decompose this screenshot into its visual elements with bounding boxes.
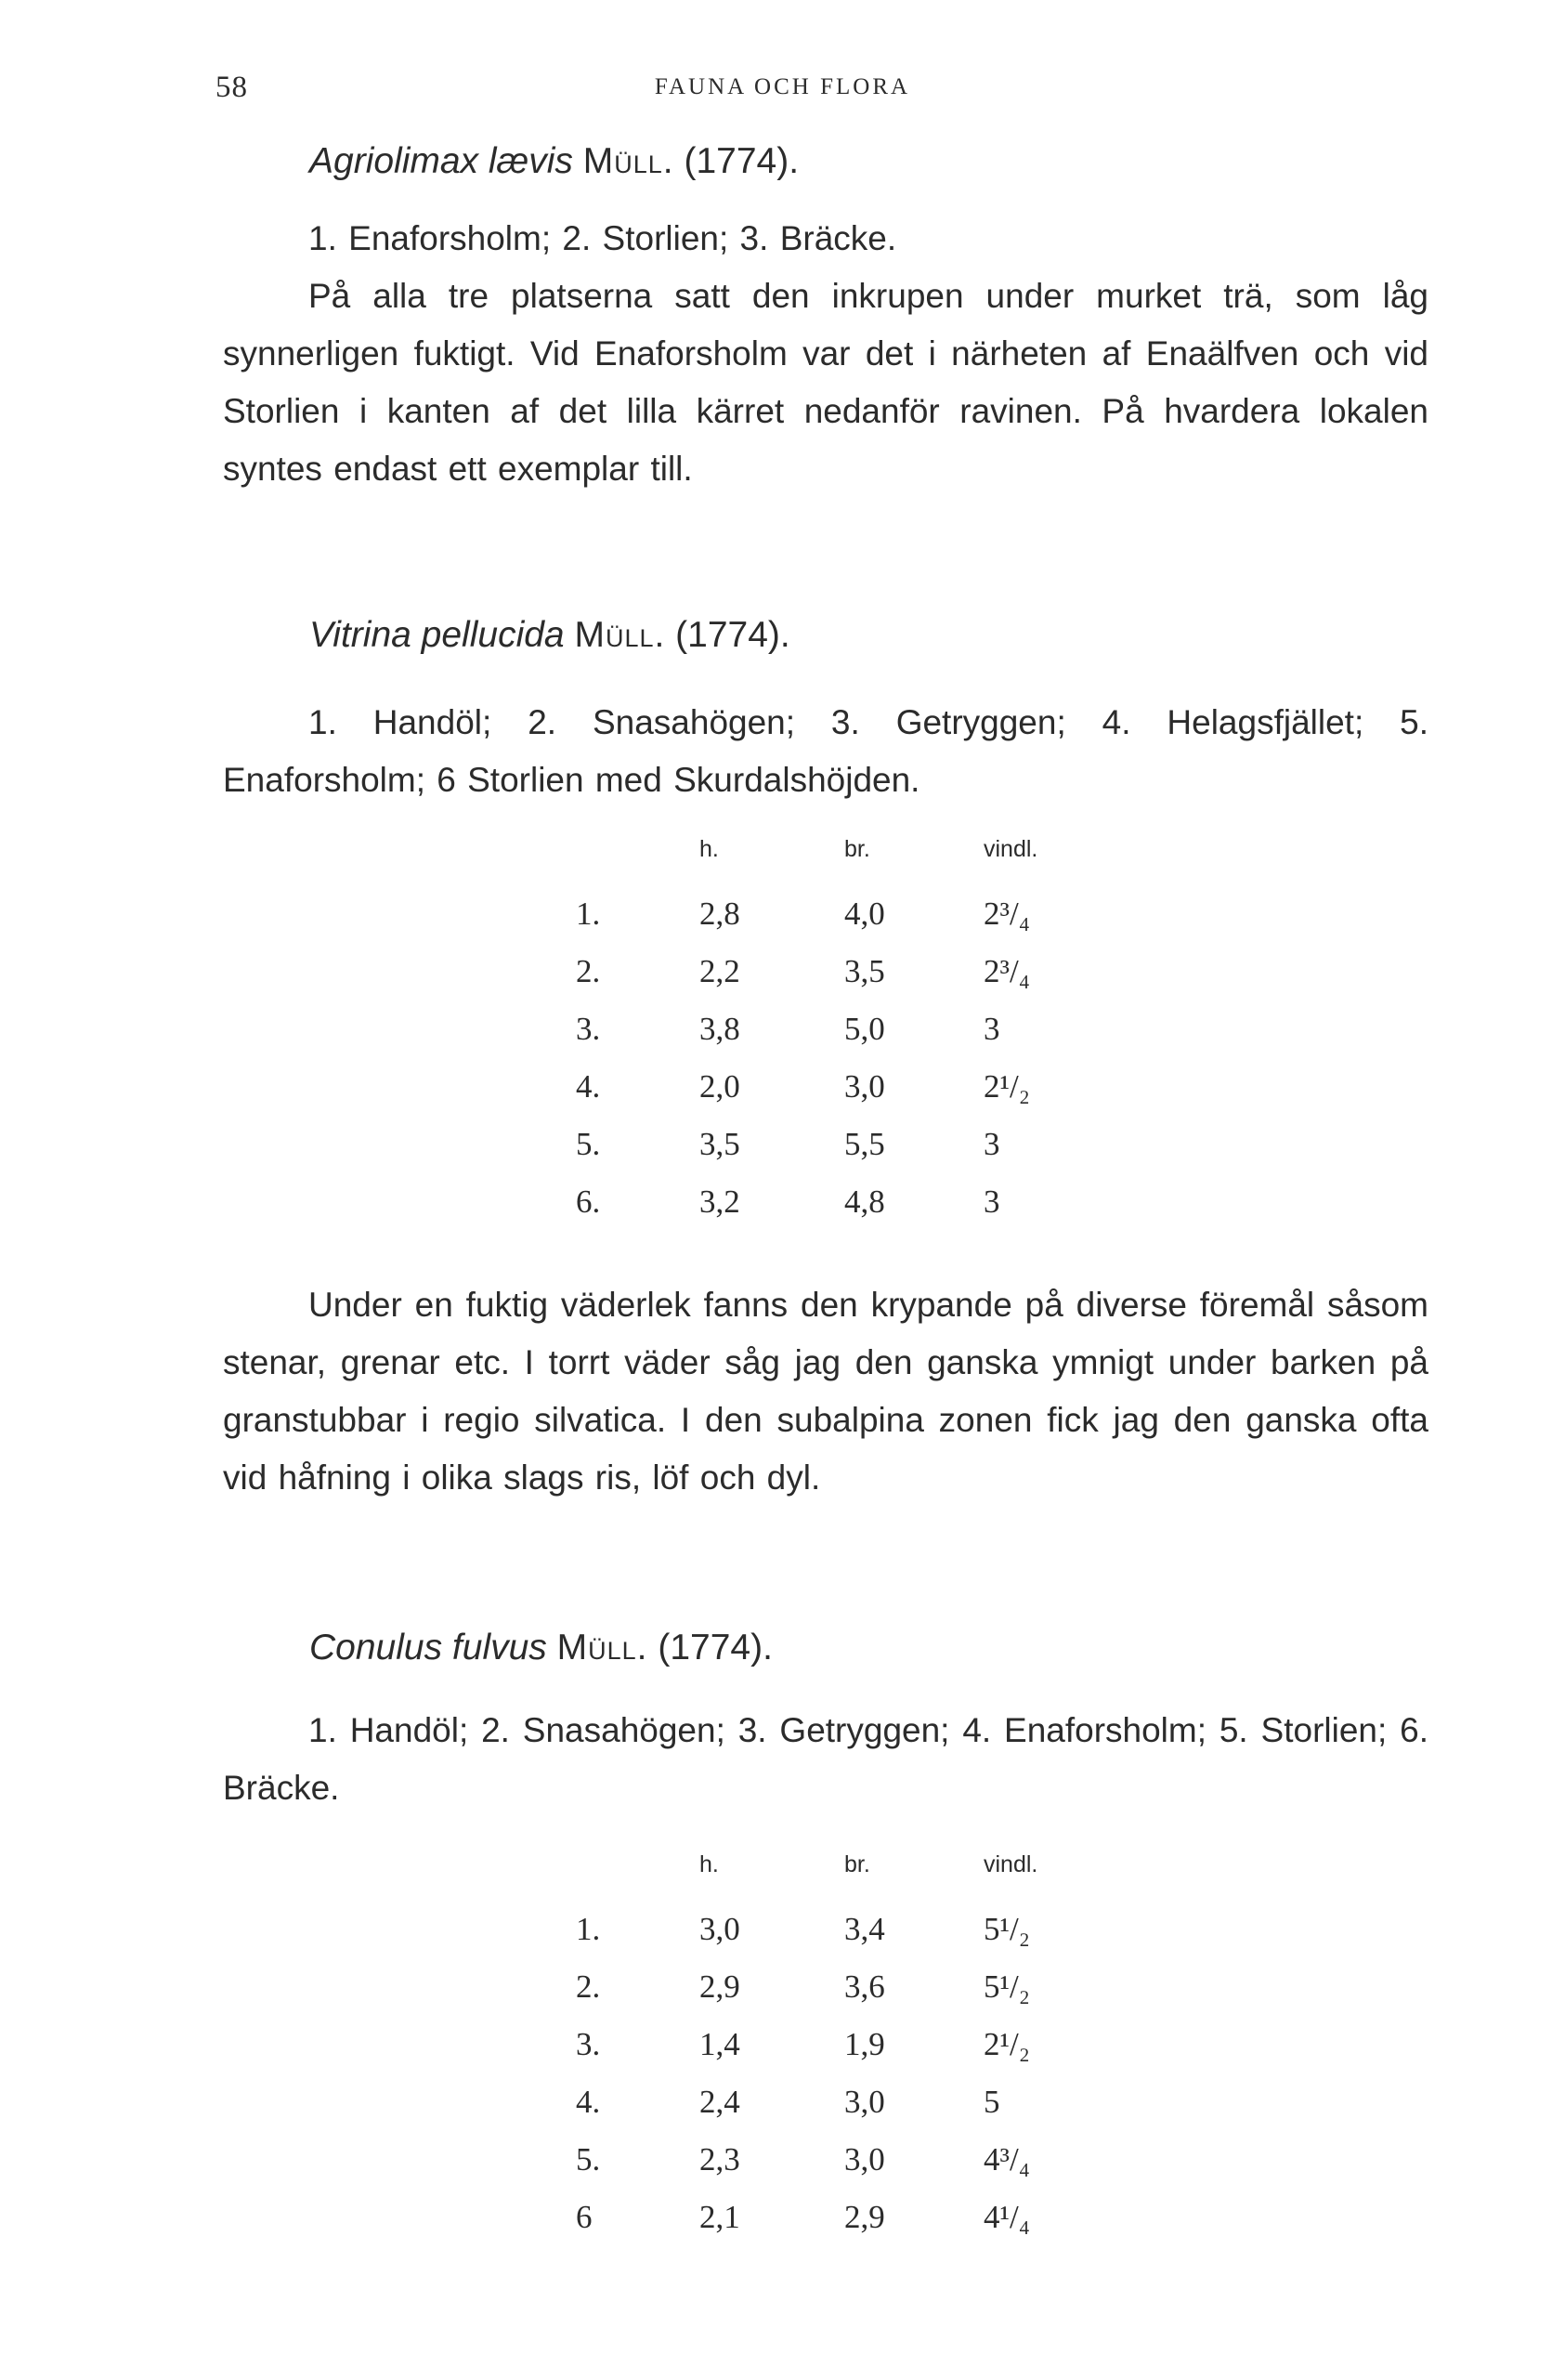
table-row <box>576 2016 1123 2073</box>
cell-breadth: 3,0 <box>844 2084 885 2120</box>
cell-number: 4. <box>576 1068 601 1105</box>
table-row <box>576 943 1123 1000</box>
table-row <box>576 1058 1123 1116</box>
cell-number: 2. <box>576 1968 601 2005</box>
cell-height: 2,0 <box>699 1068 740 1105</box>
species-author: Müll. <box>574 615 666 655</box>
cell-height: 2,3 <box>699 2141 740 2177</box>
cell-whorls: 2³/₄ <box>984 953 1030 989</box>
page-number: 58 <box>215 71 248 104</box>
localities-agriolimax: 1. Enaforsholm; 2. Storlien; 3. Bräcke. <box>308 219 897 257</box>
cell-whorls: 2¹/₂ <box>984 1068 1030 1105</box>
table-row <box>576 1173 1123 1231</box>
cell-height: 3,2 <box>699 1183 740 1220</box>
cell-breadth: 3,4 <box>844 1911 885 1947</box>
cell-number: 2. <box>576 953 601 989</box>
cell-number: 1. <box>576 896 601 932</box>
table-header-row <box>576 1851 1123 1901</box>
cell-breadth: 1,9 <box>844 2026 885 2062</box>
cell-whorls: 3 <box>984 1183 1000 1220</box>
table-row <box>576 2131 1123 2189</box>
table-row <box>576 2073 1123 2131</box>
cell-number: 3. <box>576 1011 601 1047</box>
species-author: Müll. <box>556 1628 648 1667</box>
localities-conulus: 1. Handöl; 2. Snasahögen; 3. Getryggen; 4. Enaforsholm; 5. Storlien; 6. Bräcke. <box>223 1711 1428 1807</box>
table-row <box>576 1901 1123 1958</box>
species-title-conulus <box>309 1628 773 1668</box>
running-head: FAUNA OCH FLORA <box>654 74 911 99</box>
table-row <box>576 1116 1123 1173</box>
col-header-height: h. <box>699 1851 719 1877</box>
cell-whorls: 3 <box>984 1011 1000 1047</box>
table-row <box>576 1958 1123 2016</box>
cell-breadth: 3,0 <box>844 1068 885 1105</box>
measurement-table-vitrina <box>576 836 1123 1231</box>
table-row <box>576 885 1123 943</box>
cell-number: 4. <box>576 2084 601 2120</box>
cell-height: 2,9 <box>699 1968 740 2005</box>
species-author: Müll. <box>582 141 674 181</box>
cell-whorls: 5 <box>984 2084 1000 2120</box>
species-name: Agriolimax lævis <box>309 141 573 181</box>
cell-breadth: 3,5 <box>844 953 885 989</box>
species-name: Conulus fulvus <box>309 1628 547 1667</box>
col-header-breadth: br. <box>844 836 870 862</box>
cell-breadth: 4,0 <box>844 896 885 932</box>
table-row <box>576 2189 1123 2246</box>
cell-height: 3,8 <box>699 1011 740 1047</box>
cell-height: 2,8 <box>699 896 740 932</box>
cell-whorls: 3 <box>984 1126 1000 1162</box>
cell-number: 6 <box>576 2199 593 2235</box>
table-row <box>576 1000 1123 1058</box>
cell-whorls: 5¹/₂ <box>984 1911 1030 1947</box>
cell-breadth: 2,9 <box>844 2199 885 2235</box>
measurement-table-conulus <box>576 1851 1123 2246</box>
species-title-agriolimax <box>309 141 799 182</box>
cell-whorls: 2¹/₂ <box>984 2026 1030 2062</box>
cell-whorls: 4¹/₄ <box>984 2199 1030 2235</box>
localities-vitrina: 1. Handöl; 2. Snasahögen; 3. Getryggen; 4. Helagsfjället; 5. Enaforsholm; 6 Storlien med Skurdalshöjden. <box>223 703 1428 799</box>
col-header-breadth: br. <box>844 1851 870 1877</box>
col-header-number <box>576 1851 699 1901</box>
cell-whorls: 4³/₄ <box>984 2141 1030 2177</box>
species-year: (1774). <box>684 141 800 181</box>
cell-number: 1. <box>576 1911 601 1947</box>
col-header-whorls: vindl. <box>984 836 1038 862</box>
species-year: (1774). <box>675 615 790 655</box>
cell-whorls: 5¹/₂ <box>984 1968 1030 2005</box>
table-header-row <box>576 836 1123 885</box>
cell-height: 2,1 <box>699 2199 740 2235</box>
cell-height: 2,2 <box>699 953 740 989</box>
col-header-number <box>576 836 699 885</box>
cell-number: 5. <box>576 2141 601 2177</box>
description-vitrina: Under en fuktig väderlek fanns den krypande på diverse föremål såsom stenar, grenar etc. I torrt väder såg jag den ganska ymnigt under barken på granstubbar i regio silvatica. I den subalpina zonen fick jag den ganska ofta vid håfning i olika slags ris, löf och dyl. <box>223 1286 1428 1497</box>
species-year: (1774). <box>658 1628 773 1667</box>
description-agriolimax: På alla tre platserna satt den inkrupen under murket trä, som låg synnerligen fuktigt. Vid Enaforsholm var det i närheten af Enaälfven och vid Storlien i kanten af det lilla kärret nedanför ravinen. På hvardera lokalen syntes endast ett exemplar till. <box>223 277 1428 488</box>
cell-height: 3,5 <box>699 1126 740 1162</box>
cell-breadth: 3,0 <box>844 2141 885 2177</box>
cell-number: 3. <box>576 2026 601 2062</box>
species-title-vitrina <box>309 615 790 656</box>
cell-breadth: 5,5 <box>844 1126 885 1162</box>
cell-height: 1,4 <box>699 2026 740 2062</box>
cell-breadth: 4,8 <box>844 1183 885 1220</box>
cell-breadth: 5,0 <box>844 1011 885 1047</box>
cell-height: 3,0 <box>699 1911 740 1947</box>
cell-breadth: 3,6 <box>844 1968 885 2005</box>
cell-height: 2,4 <box>699 2084 740 2120</box>
col-header-height: h. <box>699 836 719 862</box>
cell-whorls: 2³/₄ <box>984 896 1030 932</box>
species-name: Vitrina pellucida <box>309 615 565 655</box>
col-header-whorls: vindl. <box>984 1851 1038 1877</box>
cell-number: 6. <box>576 1183 601 1220</box>
cell-number: 5. <box>576 1126 601 1162</box>
